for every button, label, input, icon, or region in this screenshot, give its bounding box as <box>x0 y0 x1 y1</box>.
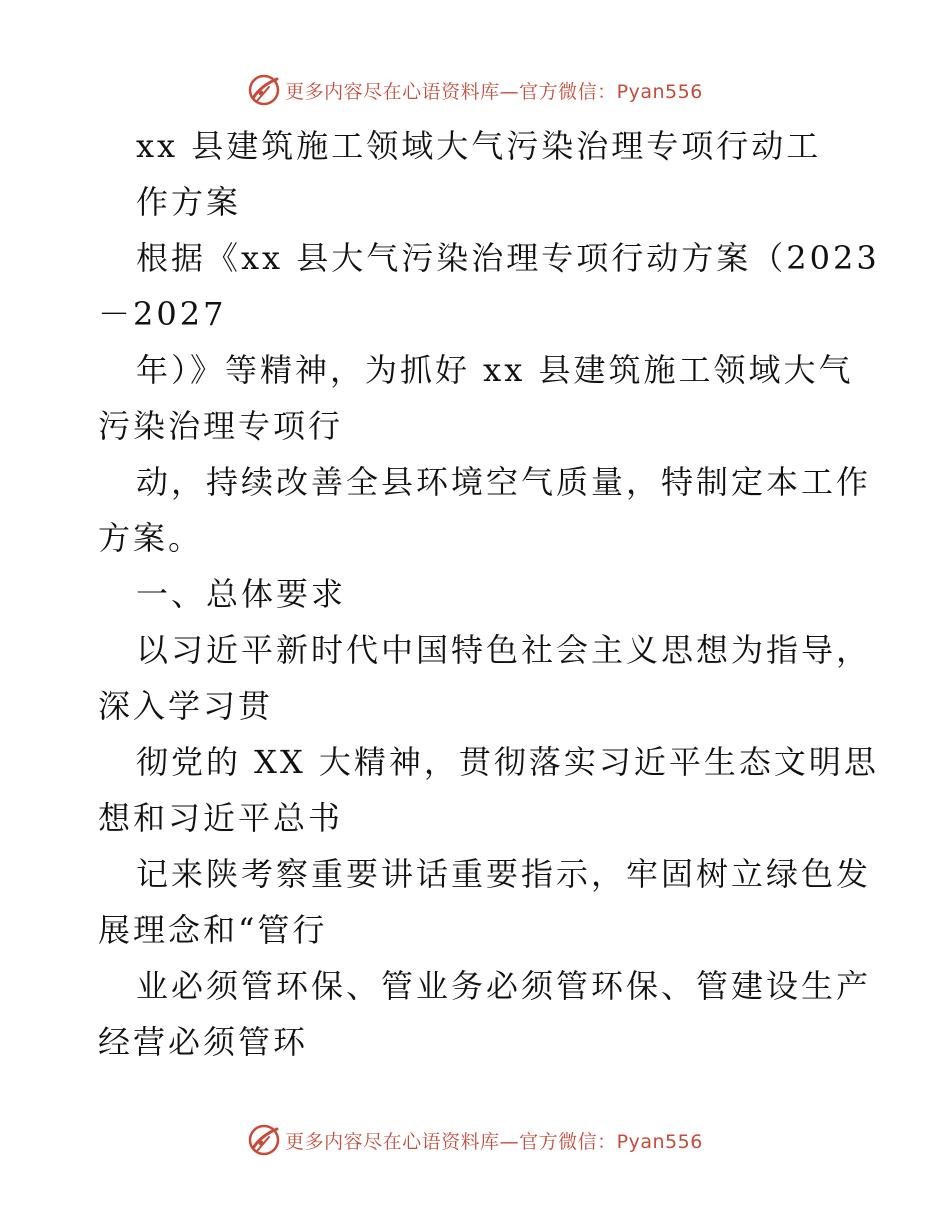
pen-logo-icon <box>247 1123 281 1157</box>
text-line: xx 县建筑施工领域大气污染治理专项行动工 <box>136 127 822 165</box>
text-line: 经营必须管环 <box>98 1023 309 1061</box>
footer-banner <box>0 1120 950 1160</box>
text-line: 深入学习贯 <box>98 687 274 725</box>
text-line: －2027 <box>98 295 227 333</box>
text-line: 污染治理专项行 <box>98 407 344 445</box>
text-line: 动，持续改善全县环境空气质量，特制定本工作 <box>136 463 872 501</box>
banner-text: 更多内容尽在心语资料库—官方微信：Pyan556 <box>285 1130 703 1153</box>
document-body <box>98 118 880 1070</box>
pen-logo-icon <box>247 73 281 107</box>
header-banner <box>0 70 950 110</box>
text-line: 记来陕考察重要讲话重要指示，牢固树立绿色发 <box>136 855 872 893</box>
text-line: 想和习近平总书 <box>98 799 344 837</box>
text-line: 展理念和“管行 <box>98 911 328 949</box>
section-heading: 一、总体要求 <box>136 575 347 613</box>
text-line: 年）》等精神，为抓好 xx 县建筑施工领域大气 <box>136 351 854 389</box>
text-line: 彻党的 XX 大精神，贯彻落实习近平生态文明思 <box>136 743 879 781</box>
text-line: 根据《xx 县大气污染治理专项行动方案（2023 <box>136 239 880 277</box>
banner-text: 更多内容尽在心语资料库—官方微信：Pyan556 <box>285 80 703 103</box>
text-line: 方案。 <box>98 519 204 557</box>
text-line: 业必须管环保、管业务必须管环保、管建设生产 <box>136 967 872 1005</box>
text-line: 以习近平新时代中国特色社会主义思想为指导， <box>136 631 872 669</box>
text-line: 作方案 <box>136 183 242 221</box>
